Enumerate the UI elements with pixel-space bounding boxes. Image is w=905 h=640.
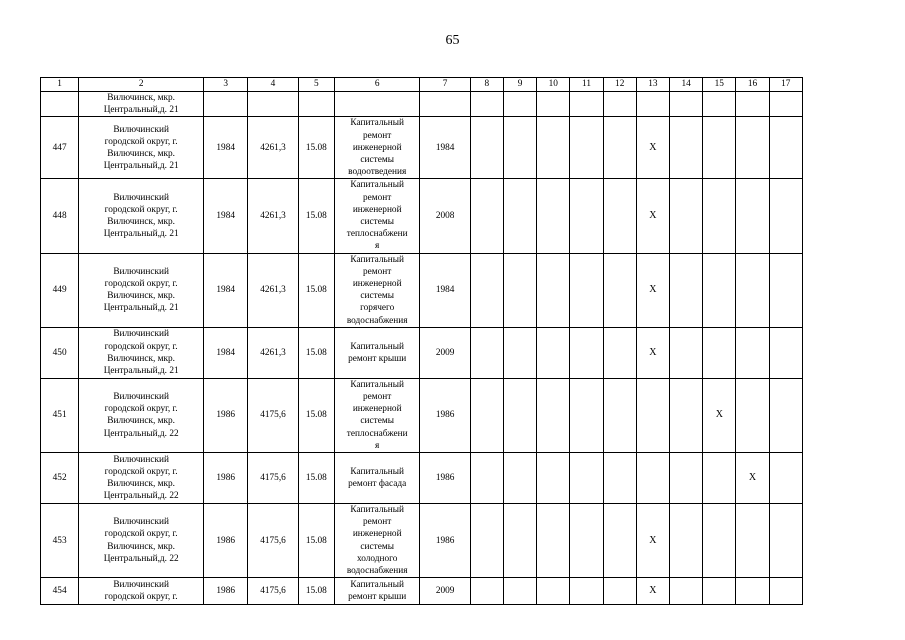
- cell-line: Вилючинск, мкр.: [107, 541, 175, 552]
- mark-x: X: [636, 253, 669, 327]
- work-year: 1986: [420, 453, 470, 504]
- header-row: [41, 78, 803, 92]
- column-header: 17: [769, 78, 802, 92]
- code: 15.08: [298, 253, 334, 327]
- address-cell: [79, 327, 204, 378]
- cell-line: Вилючинский: [113, 454, 169, 465]
- cell-line: Центральный,д. 22: [103, 491, 179, 502]
- empty-cell: [570, 453, 603, 504]
- row-number: 447: [41, 117, 79, 179]
- cell-line: Капитальный: [350, 379, 404, 390]
- empty-cell: [670, 578, 703, 605]
- cell-line: Вилючинск, мкр.: [107, 217, 175, 228]
- register-table: [40, 77, 803, 605]
- empty-cell: [703, 327, 736, 378]
- empty-cell: [736, 378, 769, 452]
- cell-line: городской округ, г.: [104, 341, 178, 352]
- row-number: 448: [41, 179, 79, 253]
- page-number: 65: [445, 33, 460, 48]
- empty-cell: [603, 378, 636, 452]
- cell-line: ремонт: [363, 130, 392, 141]
- work-type: [334, 578, 420, 605]
- column-header: 6: [334, 78, 420, 92]
- empty-cell: [537, 504, 570, 578]
- table-row: [41, 327, 803, 378]
- cell-line: теплоснабжени: [346, 428, 408, 439]
- empty-cell: [736, 117, 769, 179]
- cell-line: городской округ, г.: [104, 529, 178, 540]
- year-built: 1984: [204, 117, 248, 179]
- empty-cell: [503, 578, 536, 605]
- empty-cell: [537, 179, 570, 253]
- address-cell: [79, 504, 204, 578]
- empty-cell: [703, 453, 736, 504]
- address-cell: [79, 179, 204, 253]
- empty-cell: [334, 92, 420, 117]
- table-row: [41, 504, 803, 578]
- empty-cell: [503, 92, 536, 117]
- empty-cell: [204, 92, 248, 117]
- cell-line: Центральный,д. 22: [103, 428, 179, 439]
- cell-line: ремонт: [363, 392, 392, 403]
- column-header: 4: [248, 78, 298, 92]
- cell-line: Центральный,д. 21: [103, 366, 179, 377]
- empty-cell: [537, 92, 570, 117]
- empty-cell: [503, 453, 536, 504]
- address-cell: [79, 117, 204, 179]
- cell-line: системы: [360, 416, 394, 427]
- cell-line: Вилючинск, мкр.: [107, 93, 175, 103]
- empty-cell: [670, 179, 703, 253]
- table-row: [41, 179, 803, 253]
- cell-line: системы: [360, 541, 394, 552]
- mark-x: X: [636, 578, 669, 605]
- empty-cell: [769, 504, 802, 578]
- empty-cell: [736, 253, 769, 327]
- area: 4261,3: [248, 253, 298, 327]
- empty-cell: [603, 453, 636, 504]
- code: 15.08: [298, 578, 334, 605]
- empty-cell: [570, 378, 603, 452]
- work-year: 1984: [420, 117, 470, 179]
- column-header: 16: [736, 78, 769, 92]
- cell-line: Центральный,д. 21: [103, 161, 179, 172]
- cell-line: холодного: [356, 553, 398, 564]
- empty-cell: [470, 453, 503, 504]
- row-number: 453: [41, 504, 79, 578]
- cell-line: горячего: [360, 303, 395, 314]
- empty-cell: [769, 117, 802, 179]
- empty-cell: [603, 327, 636, 378]
- cell-line: городской округ, г.: [104, 466, 178, 477]
- work-type: [334, 327, 420, 378]
- code: 15.08: [298, 327, 334, 378]
- area: 4261,3: [248, 327, 298, 378]
- table-body: [41, 78, 803, 605]
- empty-cell: [470, 253, 503, 327]
- column-header: 2: [79, 78, 204, 92]
- cell-line: системы: [360, 155, 394, 166]
- year-built: 1986: [204, 453, 248, 504]
- empty-cell: [769, 327, 802, 378]
- empty-cell: [769, 92, 802, 117]
- column-header: 8: [470, 78, 503, 92]
- empty-cell: [503, 117, 536, 179]
- cell-line: системы: [360, 217, 394, 228]
- work-year: 1984: [420, 253, 470, 327]
- empty-cell: [503, 327, 536, 378]
- empty-cell: [570, 117, 603, 179]
- empty-cell: [636, 92, 669, 117]
- empty-cell: [769, 253, 802, 327]
- cell-line: теплоснабжени: [346, 229, 408, 240]
- area: 4175,6: [248, 504, 298, 578]
- cell-line: я: [375, 241, 380, 252]
- year-built: 1986: [204, 504, 248, 578]
- empty-cell: [736, 179, 769, 253]
- cell-line: городской округ, г.: [104, 592, 178, 603]
- cell-line: Центральный,д. 21: [103, 303, 179, 314]
- area: 4175,6: [248, 578, 298, 605]
- column-header: 1: [41, 78, 79, 92]
- cell-line: Вилючинск, мкр.: [107, 353, 175, 364]
- mark-x: X: [636, 504, 669, 578]
- code: 15.08: [298, 378, 334, 452]
- work-type: [334, 253, 420, 327]
- cell-line: Центральный,д. 22: [103, 553, 179, 564]
- empty-cell: [570, 578, 603, 605]
- mark-x: X: [736, 453, 769, 504]
- table-row: [41, 117, 803, 179]
- empty-cell: [537, 453, 570, 504]
- column-header: 3: [204, 78, 248, 92]
- row-number: 454: [41, 578, 79, 605]
- empty-cell: [570, 92, 603, 117]
- address-cell: [79, 453, 204, 504]
- column-header: 13: [636, 78, 669, 92]
- empty-cell: [503, 504, 536, 578]
- cell-line: Вилючинский: [113, 329, 169, 340]
- mark-x: X: [636, 117, 669, 179]
- empty-cell: [470, 92, 503, 117]
- empty-cell: [537, 327, 570, 378]
- area: 4261,3: [248, 179, 298, 253]
- empty-cell: [769, 578, 802, 605]
- cell-line: водоснабжения: [346, 566, 408, 577]
- cell-line: Капитальный: [350, 505, 404, 516]
- column-header: 10: [537, 78, 570, 92]
- empty-cell: [703, 117, 736, 179]
- empty-cell: [603, 179, 636, 253]
- empty-cell: [603, 253, 636, 327]
- year-built: 1984: [204, 253, 248, 327]
- code: 15.08: [298, 179, 334, 253]
- work-type: [334, 117, 420, 179]
- cell-line: Капитальный: [350, 341, 404, 352]
- cell-line: Капитальный: [350, 118, 404, 129]
- cell-line: Вилючинск, мкр.: [107, 479, 175, 490]
- empty-cell: [41, 92, 79, 117]
- empty-cell: [570, 179, 603, 253]
- cell-line: Капитальный: [350, 180, 404, 191]
- cell-line: городской округ, г.: [104, 204, 178, 215]
- work-year: 2008: [420, 179, 470, 253]
- empty-cell: [470, 179, 503, 253]
- empty-cell: [703, 253, 736, 327]
- empty-cell: [736, 92, 769, 117]
- table-row: [41, 378, 803, 452]
- cell-line: городской округ, г.: [104, 404, 178, 415]
- mark-x: X: [636, 327, 669, 378]
- cell-line: городской округ, г.: [104, 279, 178, 290]
- code: 15.08: [298, 453, 334, 504]
- empty-cell: [470, 117, 503, 179]
- code: 15.08: [298, 504, 334, 578]
- cell-line: Капитальный: [350, 580, 404, 591]
- cell-line: инженерной: [352, 142, 402, 153]
- cell-line: инженерной: [352, 529, 402, 540]
- address-cell: [79, 253, 204, 327]
- empty-cell: [470, 578, 503, 605]
- column-header: 7: [420, 78, 470, 92]
- row-number: 449: [41, 253, 79, 327]
- cell-line: ремонт: [363, 192, 392, 203]
- empty-cell: [537, 253, 570, 327]
- address-cell: [79, 92, 204, 117]
- empty-cell: [570, 504, 603, 578]
- work-type: [334, 378, 420, 452]
- empty-cell: [736, 504, 769, 578]
- empty-cell: [420, 92, 470, 117]
- cell-line: Вилючинский: [113, 124, 169, 135]
- table-row: [41, 578, 803, 605]
- year-built: 1984: [204, 179, 248, 253]
- empty-cell: [736, 578, 769, 605]
- code: 15.08: [298, 117, 334, 179]
- table-row: [41, 453, 803, 504]
- cell-line: городской округ, г.: [104, 136, 178, 147]
- work-type: [334, 504, 420, 578]
- empty-cell: [703, 92, 736, 117]
- empty-cell: [736, 327, 769, 378]
- column-header: 14: [670, 78, 703, 92]
- cell-line: Капитальный: [350, 466, 404, 477]
- cell-line: ремонт: [363, 517, 392, 528]
- column-header: 15: [703, 78, 736, 92]
- cell-line: Центральный,д. 21: [103, 229, 179, 240]
- address-cell: [79, 378, 204, 452]
- work-year: 2009: [420, 327, 470, 378]
- cell-line: ремонт: [363, 266, 392, 277]
- empty-cell: [769, 453, 802, 504]
- cell-line: Вилючинск, мкр.: [107, 291, 175, 302]
- cell-line: инженерной: [352, 404, 402, 415]
- empty-cell: [670, 453, 703, 504]
- work-year: 1986: [420, 378, 470, 452]
- cell-line: ремонт крыши: [348, 592, 407, 603]
- empty-cell: [636, 378, 669, 452]
- cell-line: ремонт фасада: [348, 479, 407, 490]
- cell-line: Капитальный: [350, 254, 404, 265]
- year-built: 1986: [204, 378, 248, 452]
- table-row: [41, 253, 803, 327]
- empty-cell: [503, 179, 536, 253]
- cell-line: Вилючинск, мкр.: [107, 148, 175, 159]
- empty-cell: [670, 117, 703, 179]
- work-year: 1986: [420, 504, 470, 578]
- cell-line: я: [375, 440, 380, 451]
- empty-cell: [603, 578, 636, 605]
- cell-line: Вилючинск, мкр.: [107, 416, 175, 427]
- empty-cell: [470, 378, 503, 452]
- cell-line: Вилючинский: [113, 517, 169, 528]
- empty-cell: [703, 578, 736, 605]
- empty-cell: [248, 92, 298, 117]
- empty-cell: [603, 504, 636, 578]
- empty-cell: [537, 578, 570, 605]
- empty-cell: [703, 179, 736, 253]
- column-header: 12: [603, 78, 636, 92]
- cell-line: Центральный,д. 21: [103, 105, 179, 116]
- empty-cell: [769, 378, 802, 452]
- empty-cell: [603, 117, 636, 179]
- year-built: 1984: [204, 327, 248, 378]
- empty-cell: [603, 92, 636, 117]
- empty-cell: [636, 453, 669, 504]
- year-built: 1986: [204, 578, 248, 605]
- cell-line: Вилючинский: [113, 192, 169, 203]
- mark-x: X: [703, 378, 736, 452]
- cell-line: Вилючинский: [113, 580, 169, 591]
- cell-line: ремонт крыши: [348, 353, 407, 364]
- column-header: 9: [503, 78, 536, 92]
- empty-cell: [670, 378, 703, 452]
- empty-cell: [470, 327, 503, 378]
- area: 4175,6: [248, 453, 298, 504]
- work-year: 2009: [420, 578, 470, 605]
- cell-line: водоснабжения: [346, 315, 408, 326]
- mark-x: X: [636, 179, 669, 253]
- empty-cell: [537, 378, 570, 452]
- empty-cell: [537, 117, 570, 179]
- empty-cell: [570, 253, 603, 327]
- empty-cell: [670, 504, 703, 578]
- empty-cell: [769, 179, 802, 253]
- empty-cell: [670, 92, 703, 117]
- empty-cell: [670, 253, 703, 327]
- cell-line: инженерной: [352, 279, 402, 290]
- empty-cell: [670, 327, 703, 378]
- work-type: [334, 453, 420, 504]
- row-number: 452: [41, 453, 79, 504]
- cell-line: инженерной: [352, 204, 402, 215]
- empty-cell: [570, 327, 603, 378]
- work-type: [334, 179, 420, 253]
- empty-cell: [703, 504, 736, 578]
- column-header: 11: [570, 78, 603, 92]
- area: 4175,6: [248, 378, 298, 452]
- empty-cell: [298, 92, 334, 117]
- area: 4261,3: [248, 117, 298, 179]
- empty-cell: [503, 378, 536, 452]
- row-number: 451: [41, 378, 79, 452]
- table-row: [41, 92, 803, 117]
- empty-cell: [470, 504, 503, 578]
- empty-cell: [503, 253, 536, 327]
- address-cell: [79, 578, 204, 605]
- cell-line: водоотведения: [348, 167, 407, 178]
- cell-line: системы: [360, 291, 394, 302]
- row-number: 450: [41, 327, 79, 378]
- cell-line: Вилючинский: [113, 392, 169, 403]
- column-header: 5: [298, 78, 334, 92]
- cell-line: Вилючинский: [113, 266, 169, 277]
